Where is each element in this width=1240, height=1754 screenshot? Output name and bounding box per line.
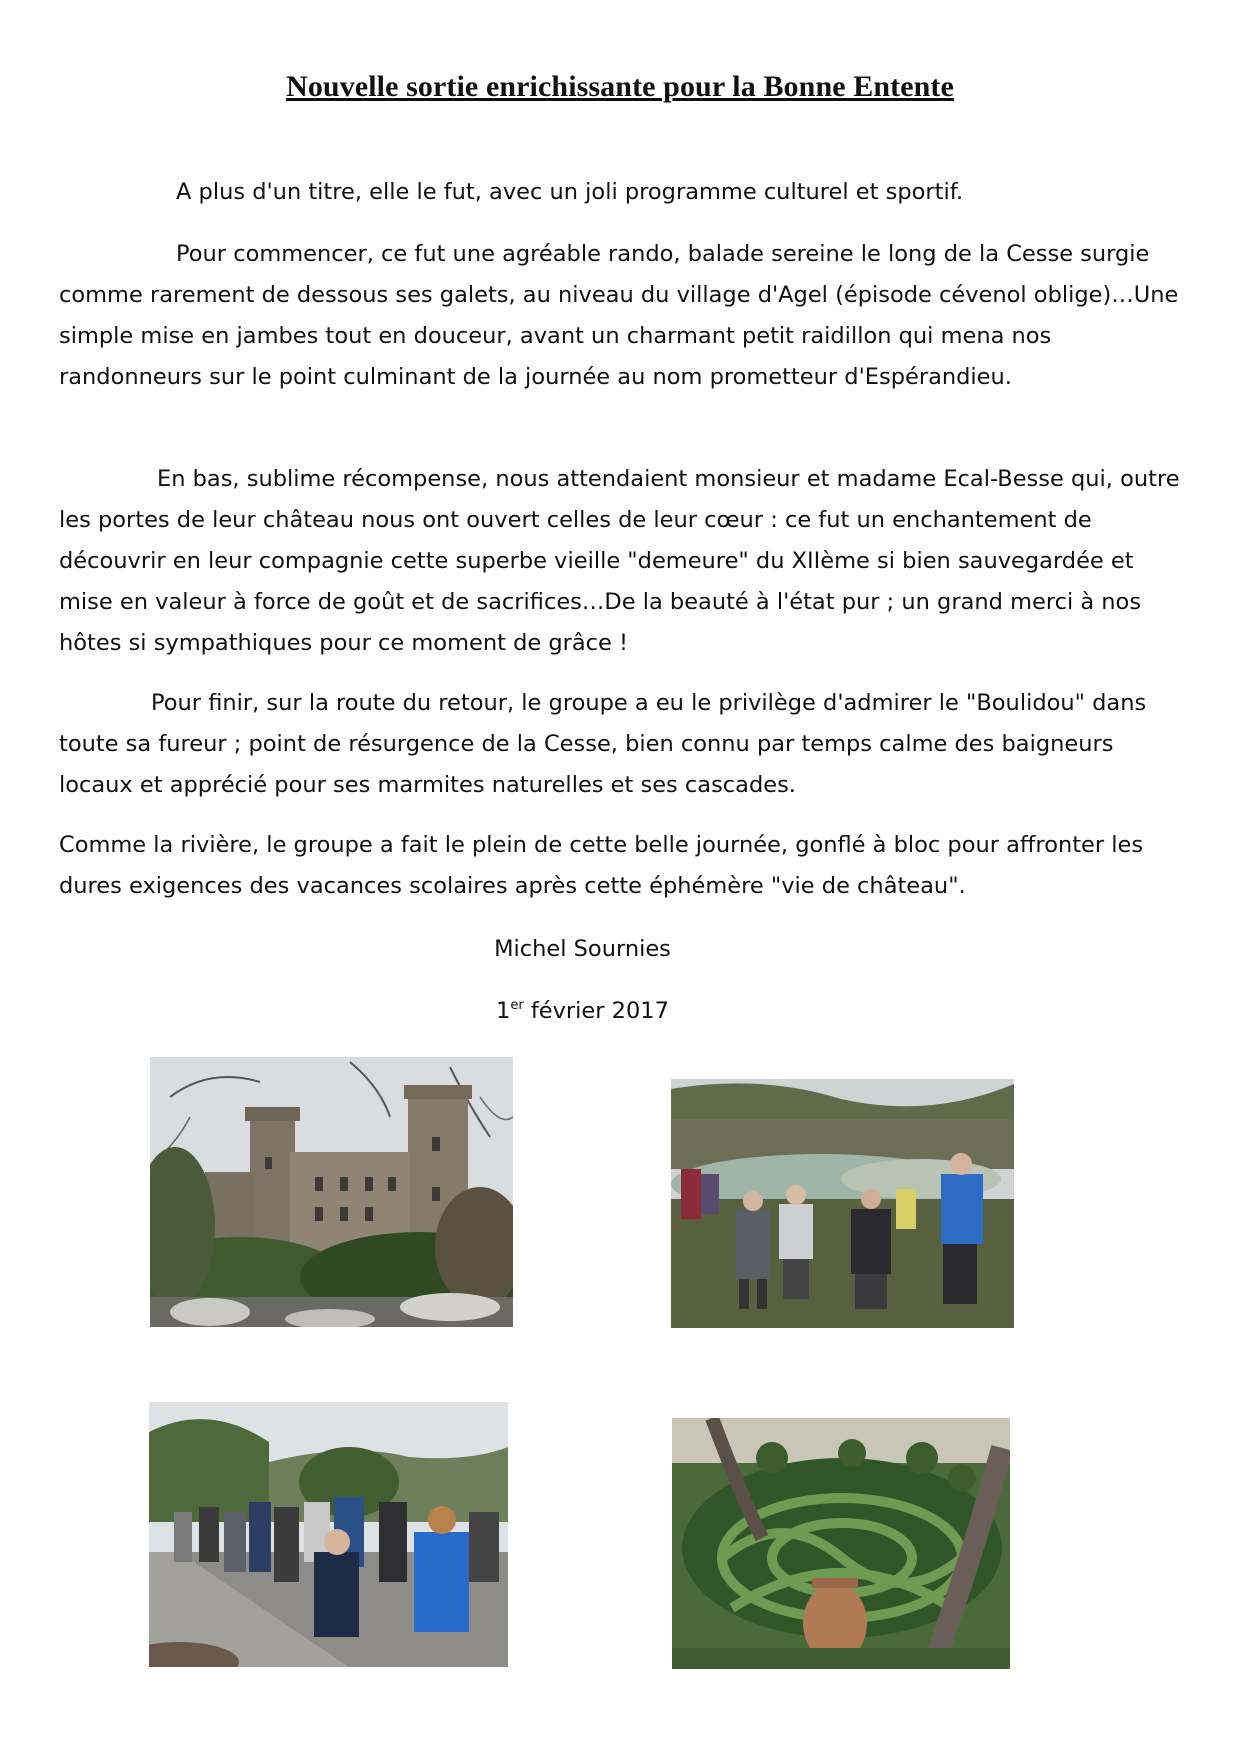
photo-garden	[672, 1418, 1010, 1669]
date-line	[0, 998, 1165, 1024]
paragraph-1-text: A plus d'un titre, elle le fut, avec un joli programme culturel et sportif.	[176, 179, 964, 205]
paragraph-3-text: En bas, sublime récompense, nous attendaient monsieur et madame Ecal-Besse qui, outre les portes de leur château nous ont ouvert celles de leur cœur : ce fut un enchantement de découvrir en leur compagnie cette superbe vieille "demeure" du XIIème si bien sauvegardée et mise en valeur à force de goût et de sacrifices…De la beauté à l'état pur ; un grand merci à nos hôtes si sympathiques pour ce moment de grâce !	[59, 466, 1180, 656]
date-day: 1	[496, 998, 511, 1024]
photo-castle	[150, 1057, 513, 1327]
paragraph-5-text: Comme la rivière, le groupe a fait le plein de cette belle journée, gonflé à bloc pour affronter les dures exigences des vacances scolaires après cette éphémère "vie de château".	[59, 832, 1144, 899]
photo-hikers	[149, 1402, 508, 1667]
paragraph-4	[59, 683, 1189, 806]
paragraph-1	[59, 172, 1189, 213]
paragraph-2	[59, 234, 1189, 398]
paragraph-5	[59, 825, 1189, 907]
date-superscript: er	[510, 998, 524, 1013]
date-rest: février 2017	[523, 998, 669, 1024]
paragraph-3	[59, 459, 1189, 664]
photo-river-group	[671, 1079, 1014, 1328]
signature: Michel Sournies	[494, 936, 671, 962]
paragraph-2-text: Pour commencer, ce fut une agréable rando, balade sereine le long de la Cesse surgie comme rarement de dessous ses galets, au niveau du village d'Agel (épisode cévenol oblige)…Une simple mise en jambes tout en douceur, avant un charmant petit raidillon qui mena nos randonneurs sur le point culminant de la journée au nom prometteur d'Espérandieu.	[59, 241, 1179, 390]
paragraph-4-text: Pour finir, sur la route du retour, le groupe a eu le privilège d'admirer le "Boulidou" dans toute sa fureur ; point de résurgence de la Cesse, bien connu par temps calme des baigneurs locaux et apprécié pour ses marmites naturelles et ses cascades.	[59, 690, 1147, 798]
document-title: Nouvelle sortie enrichissante pour la Bonne Entente	[286, 70, 954, 103]
